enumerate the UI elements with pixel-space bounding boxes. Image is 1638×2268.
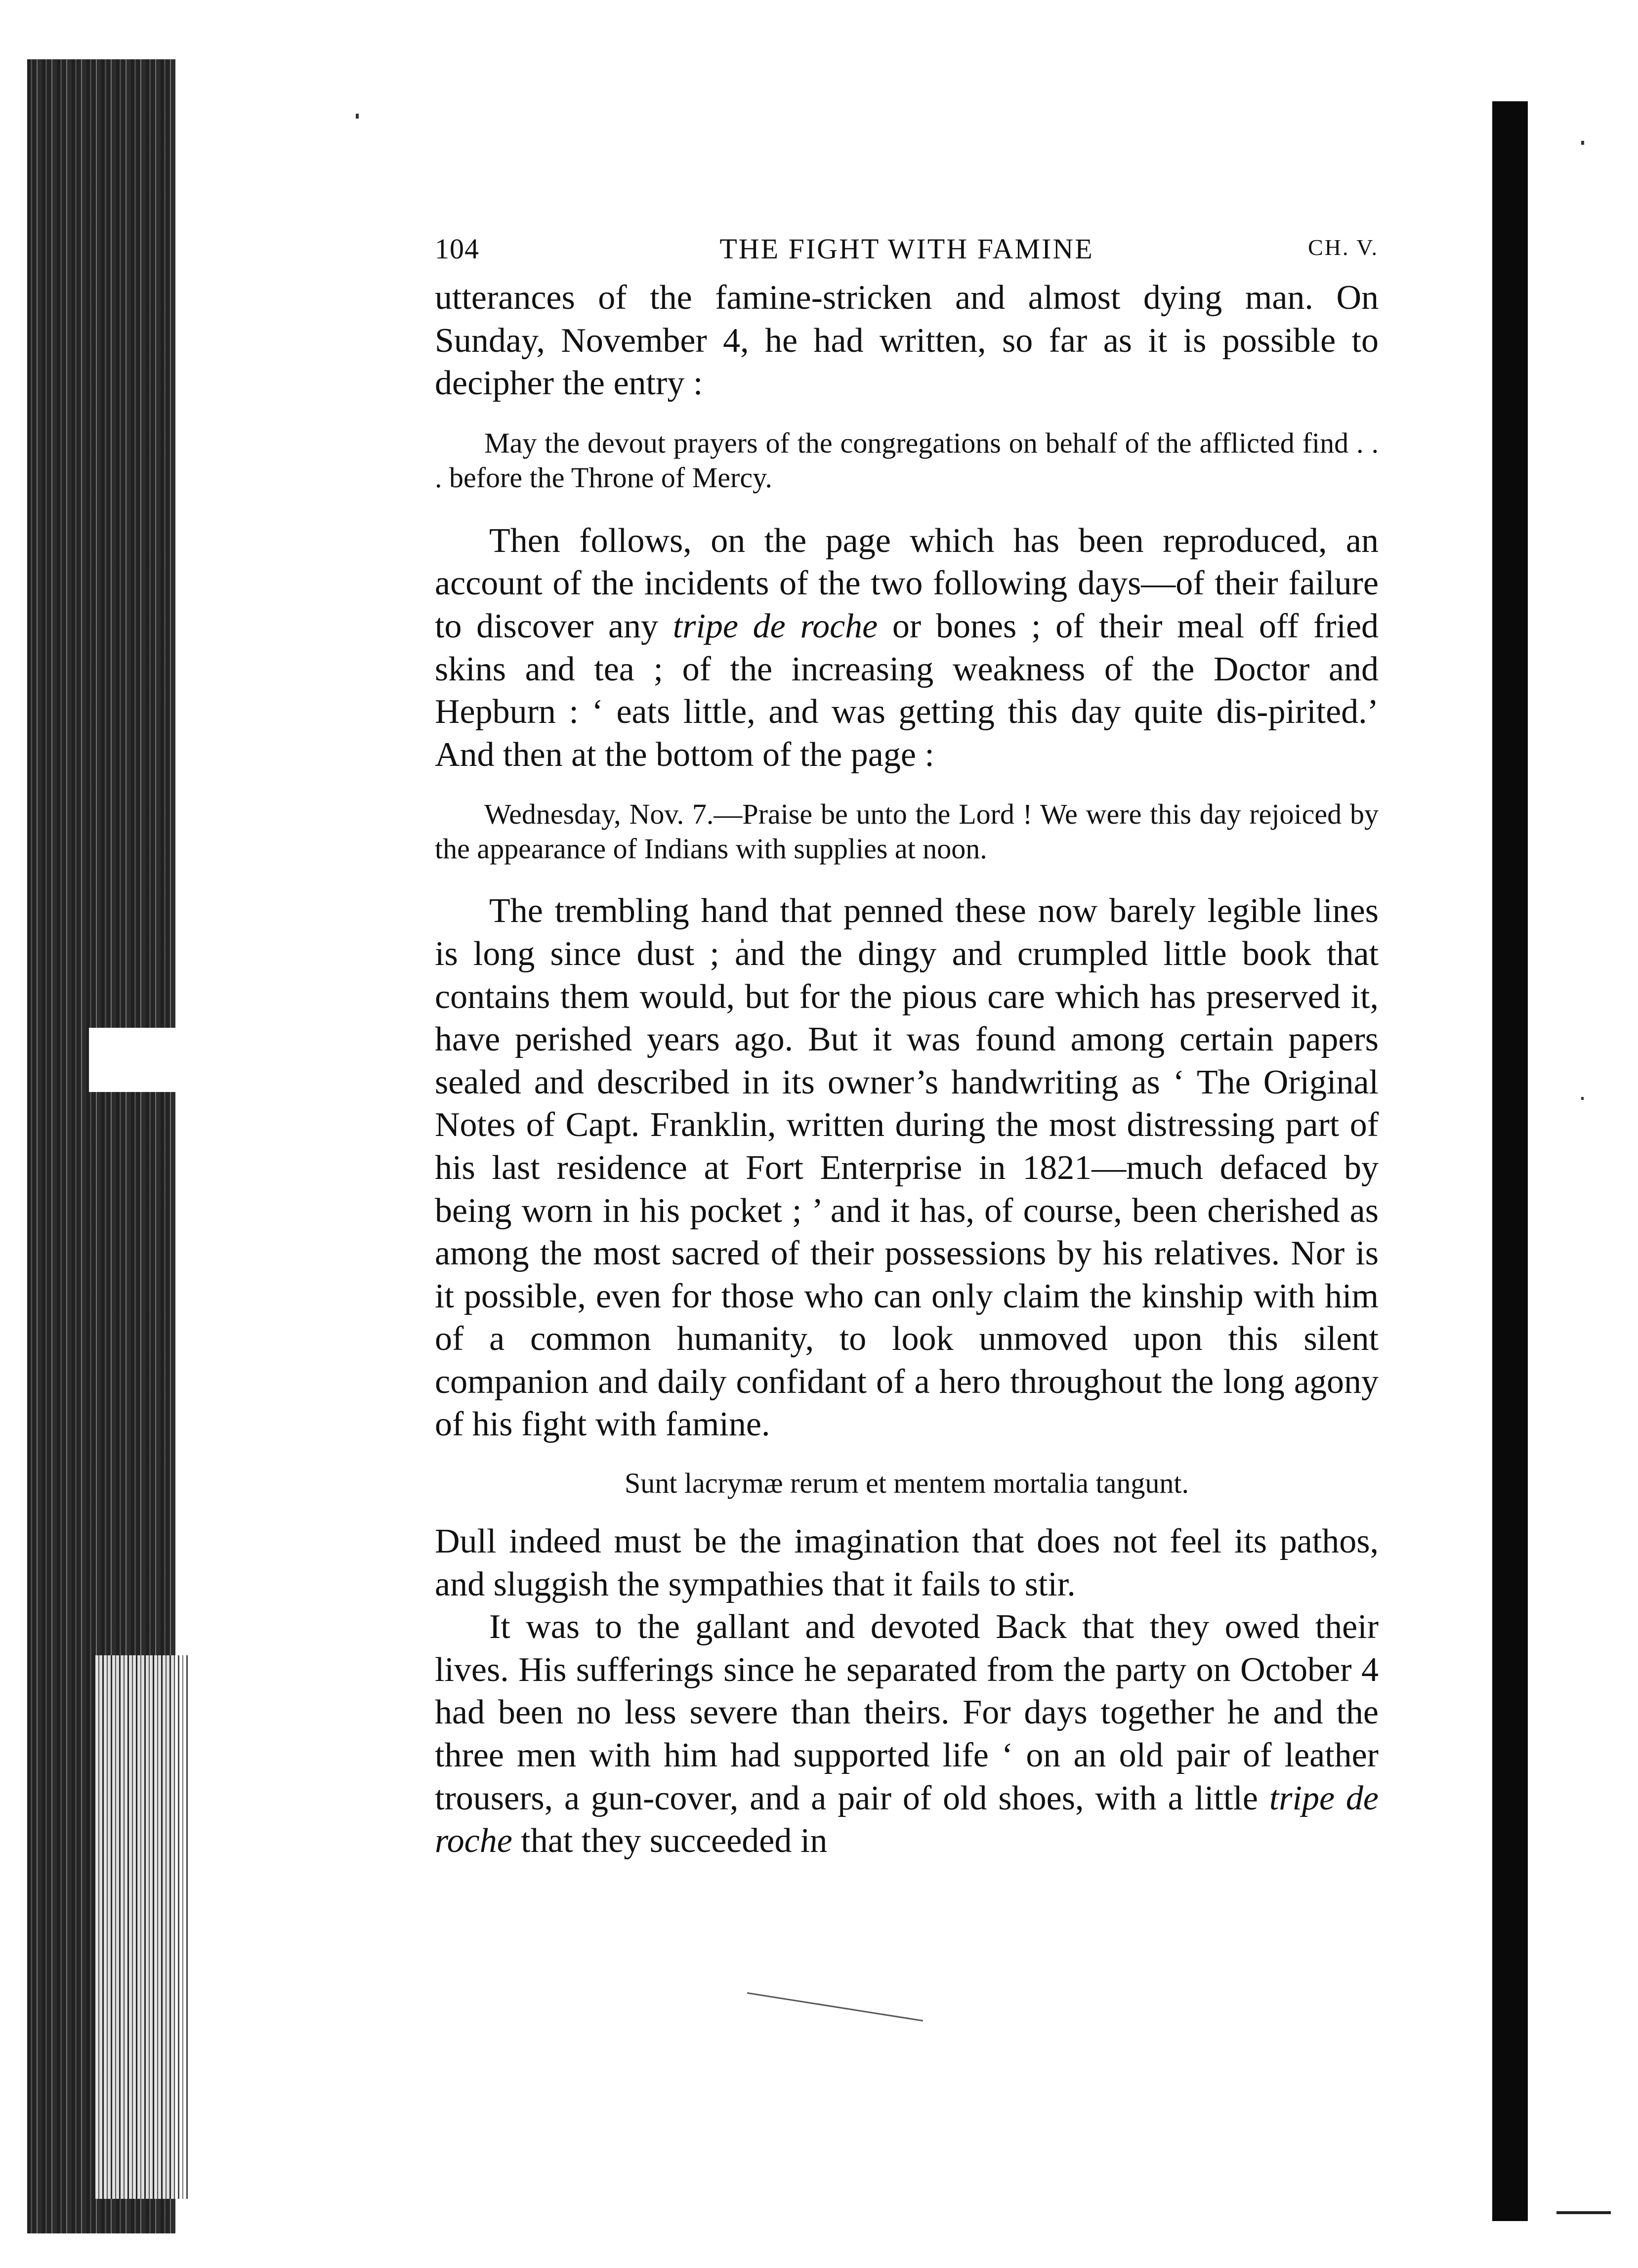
paragraph-2-italic: tripe de roche [672, 607, 878, 645]
paragraph-3: The trembling hand that penned these now barely legible lines is long since dust ; and the dingy and crumpled little book that contains them would, but for the pious care which has preserved it, have perished years ago. But it was found among certain papers sealed and described in its owner’s handwriting as ‘ The Original Notes of Capt. Franklin, written during the most distressing part of his last residence at Fort Enterprise in 1821—much defaced by being worn in his pocket ; ’ and it has, of course, been cherished as among the most sacred of their possessions by his relatives. Nor is it possible, even for those who can only claim the kinship with him of a common humanity, to look unmoved upon this silent companion and daily confidant of a hero throughout the long agony of his fight with famine. [435, 892, 1379, 1444]
paragraph-4: Dull indeed must be the imagination that does not feel its pathos, and sluggish the sympathies that it fails to stir. [435, 1522, 1379, 1603]
scan-speck [1581, 141, 1584, 145]
scan-binding-gap [89, 1028, 178, 1092]
scan-page-edge-right [1492, 101, 1528, 2221]
latin-quote: Sunt lacrymæ rerum et mentem mortalia tangunt. [625, 1467, 1189, 1500]
block-quote-diary: Wednesday, Nov. 7.—Praise be unto the Lord ! We were this day rejoiced by the appearance of Indians with supplies at noon. [435, 798, 1379, 865]
paragraph-2-text: Then follows, on the page which has been reproduced, an account of the incidents of the two following days—of their failure to discover any [435, 521, 1379, 645]
scan-binding-edge-lower [94, 1655, 188, 2199]
paragraph-5-italic: tripe de roche [435, 1779, 1379, 1860]
book-page [435, 232, 1379, 1863]
paragraph-1: utterances of the famine-stricken and almost dying man. On Sunday, November 4, he had written, so far as it is possible to decipher the entry : [435, 279, 1379, 403]
paragraph-5 [435, 1606, 1379, 1863]
scan-stroke [747, 1992, 923, 2021]
scan-edge-mark [1556, 2211, 1611, 2214]
page-number: 104 [435, 233, 479, 265]
block-quote-prayer: May the devout prayers of the congregations on behalf of the afflicted find . . . before the Throne of Mercy. [435, 426, 1379, 494]
running-title: THE FIGHT WITH FAMINE [719, 233, 1094, 265]
scan-speck [1581, 1097, 1584, 1100]
running-head [435, 232, 1379, 272]
paragraph-2-text: or bones ; of their meal off fried skins and tea ; of the increasing weakness of the Doctor and Hepburn : ‘ eats little, and was getting this day quite dis-pirited.’ And then at the bottom of the page : [435, 607, 1379, 774]
chapter-reference: CH. V. [1308, 235, 1379, 260]
paragraph-5-text: It was to the gallant and devoted Back that they owed their lives. His sufferings since he separated from the party on October 4 had been no less severe than theirs. For days together he and the three men with him had supported life ‘ on an old pair of leather trousers, a gun-cover, and a pair of old shoes, with a little [435, 1608, 1379, 1817]
paragraph-2 [435, 520, 1379, 777]
scan-speck [356, 114, 359, 119]
paragraph-5-text: that they succeeded in [512, 1822, 828, 1860]
